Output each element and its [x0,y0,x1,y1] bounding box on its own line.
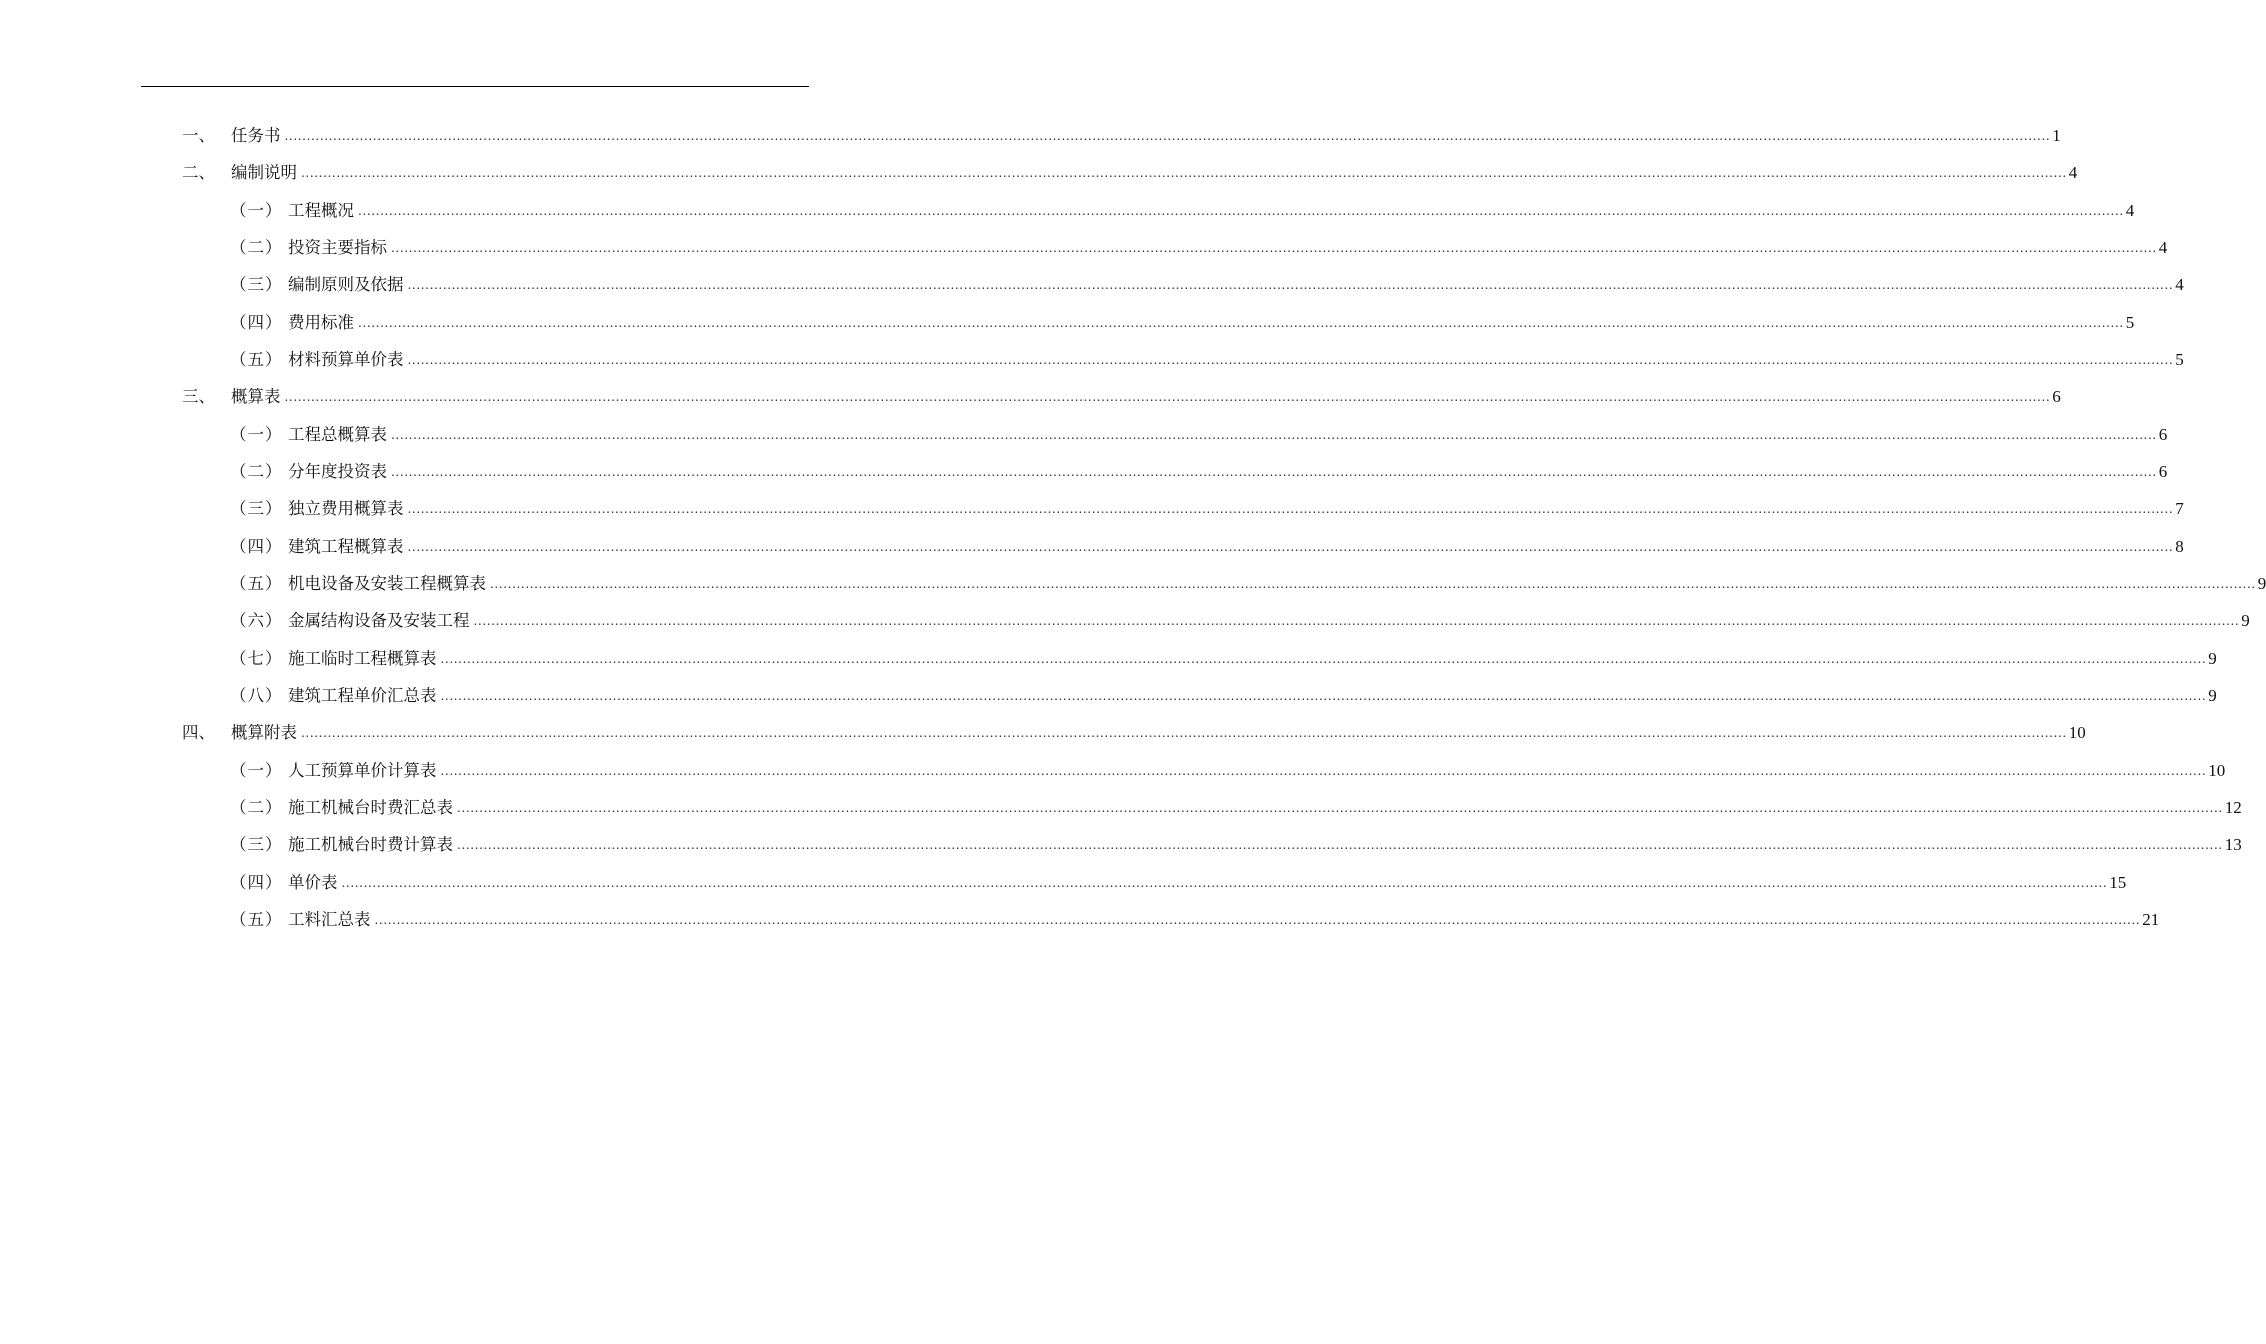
dot-leader: ................................................................................................................................................................................................................................................................................................................................................................................................................ [490,577,2256,591]
toc-entry-3-2[interactable] [230,454,2168,482]
toc-entry-2-3[interactable] [230,267,2184,295]
toc-title: 概算表 [231,387,281,406]
toc-entry-3[interactable] [182,379,2061,407]
toc-number: （三） [230,835,283,854]
toc-title: 分年度投资表 [288,462,387,481]
toc-entry-3-1[interactable] [230,417,2168,445]
toc-number: （三） [230,275,283,294]
toc-number: （一） [230,201,283,220]
toc-number: （八） [230,686,283,705]
toc-title: 施工临时工程概算表 [288,649,437,668]
dot-leader: ................................................................................................................................................................................................................................................................................................................................................................................................................ [341,876,2108,890]
dot-leader: ................................................................................................................................................................................................................................................................................................................................................................................................................ [457,838,2223,852]
toc-number: （四） [230,873,283,892]
toc-entry-2-2[interactable] [230,230,2168,258]
toc-number: （四） [230,313,283,332]
dot-leader: ................................................................................................................................................................................................................................................................................................................................................................................................................ [440,689,2207,703]
toc-entry-3-8[interactable] [230,678,2217,706]
toc-title: 独立费用概算表 [288,499,404,518]
toc-page: 13 [2224,835,2242,854]
toc-page: 4 [2175,275,2184,294]
toc-entry-2-4[interactable] [230,305,2135,333]
toc-page: 1 [2052,126,2061,145]
toc-page: 10 [2208,761,2226,780]
toc-page: 9 [2208,649,2217,668]
toc-number: （一） [230,425,283,444]
toc-entry-3-7[interactable] [230,641,2217,669]
toc-entry-4-5[interactable] [230,902,2160,930]
toc-page: 10 [2068,723,2086,742]
toc-page: 7 [2175,499,2184,518]
toc-number: （二） [230,462,283,481]
toc-number: （二） [230,238,283,257]
dot-leader: ................................................................................................................................................................................................................................................................................................................................................................................................................ [440,652,2207,666]
dot-leader: ................................................................................................................................................................................................................................................................................................................................................................................................................ [284,390,2051,404]
toc-page: 9 [2208,686,2217,705]
toc-page: 4 [2125,201,2135,220]
toc-page: 8 [2175,537,2184,556]
toc-title: 建筑工程单价汇总表 [288,686,437,705]
dot-leader: ................................................................................................................................................................................................................................................................................................................................................................................................................ [407,353,2174,367]
header-rule [141,86,809,87]
toc-entry-2-5[interactable] [230,342,2184,370]
dot-leader: ................................................................................................................................................................................................................................................................................................................................................................................................................ [358,204,2124,218]
dot-leader: ................................................................................................................................................................................................................................................................................................................................................................................................................ [358,316,2124,330]
toc-page: 15 [2109,873,2127,892]
toc-entry-3-5[interactable] [230,566,2266,594]
toc-page: 12 [2224,798,2242,817]
toc-entry-4[interactable] [182,715,2086,743]
toc-number: （一） [230,761,283,780]
dot-leader: ................................................................................................................................................................................................................................................................................................................................................................................................................ [374,913,2141,927]
dot-leader: ................................................................................................................................................................................................................................................................................................................................................................................................................ [391,428,2157,442]
toc-number: （四） [230,537,283,556]
toc-entry-2-1[interactable] [230,193,2135,221]
toc-title: 费用标准 [288,313,354,332]
dot-leader: ................................................................................................................................................................................................................................................................................................................................................................................................................ [391,465,2157,479]
toc-title: 金属结构设备及安装工程 [288,611,470,630]
toc-title: 人工预算单价计算表 [288,761,437,780]
toc-title: 投资主要指标 [288,238,387,257]
dot-leader: ................................................................................................................................................................................................................................................................................................................................................................................................................ [440,764,2207,778]
toc-number: 二、 [182,163,215,182]
toc-page: 9 [2241,611,2250,630]
dot-leader: ................................................................................................................................................................................................................................................................................................................................................................................................................ [301,166,2067,180]
toc-entry-2[interactable] [182,155,2078,183]
toc-title: 概算附表 [231,723,297,742]
toc-number: （六） [230,611,283,630]
toc-title: 建筑工程概算表 [288,537,404,556]
dot-leader: ................................................................................................................................................................................................................................................................................................................................................................................................................ [407,502,2174,516]
toc-page: 21 [2142,910,2160,929]
toc-number: （五） [230,350,283,369]
toc-page: 4 [2068,163,2078,182]
toc-title: 单价表 [288,873,338,892]
toc-entry-3-4[interactable] [230,529,2184,557]
toc-title: 任务书 [231,126,281,145]
toc-number: （五） [230,574,283,593]
toc-entry-4-3[interactable] [230,827,2242,855]
toc-title: 工程总概算表 [288,425,387,444]
toc-title: 工程概况 [288,201,354,220]
toc-title: 编制说明 [231,163,297,182]
dot-leader: ................................................................................................................................................................................................................................................................................................................................................................................................................ [391,241,2157,255]
dot-leader: ................................................................................................................................................................................................................................................................................................................................................................................................................ [473,614,2240,628]
toc-page: 6 [2052,387,2061,406]
toc-entry-3-6[interactable] [230,603,2250,631]
toc-page: 5 [2175,350,2184,369]
dot-leader: ................................................................................................................................................................................................................................................................................................................................................................................................................ [457,801,2223,815]
toc-number: （二） [230,798,283,817]
toc-entry-4-2[interactable] [230,790,2242,818]
dot-leader: ................................................................................................................................................................................................................................................................................................................................................................................................................ [284,129,2051,143]
toc-entry-3-3[interactable] [230,491,2184,519]
toc-number: （五） [230,910,283,929]
toc-entry-4-4[interactable] [230,865,2127,893]
dot-leader: ................................................................................................................................................................................................................................................................................................................................................................................................................ [407,540,2174,554]
toc-title: 机电设备及安装工程概算表 [288,574,486,593]
dot-leader: ................................................................................................................................................................................................................................................................................................................................................................................................................ [407,278,2174,292]
toc-page: 4 [2158,238,2168,257]
toc-entry-4-1[interactable] [230,753,2226,781]
toc-page: 6 [2158,462,2168,481]
toc-number: 四、 [182,723,215,742]
toc-title: 材料预算单价表 [288,350,404,369]
toc-title: 工料汇总表 [288,910,371,929]
toc-entry-1[interactable] [182,118,2061,146]
toc-number: 三、 [182,387,215,406]
dot-leader: ................................................................................................................................................................................................................................................................................................................................................................................................................ [301,726,2067,740]
toc-page: 6 [2158,425,2168,444]
toc-page: 9 [2257,574,2266,593]
toc-number: （三） [230,499,283,518]
toc-title: 施工机械台时费计算表 [288,835,453,854]
toc-title: 施工机械台时费汇总表 [288,798,453,817]
toc-number: 一、 [182,126,215,145]
toc-title: 编制原则及依据 [288,275,404,294]
toc-page: 5 [2125,313,2135,332]
toc-number: （七） [230,649,283,668]
